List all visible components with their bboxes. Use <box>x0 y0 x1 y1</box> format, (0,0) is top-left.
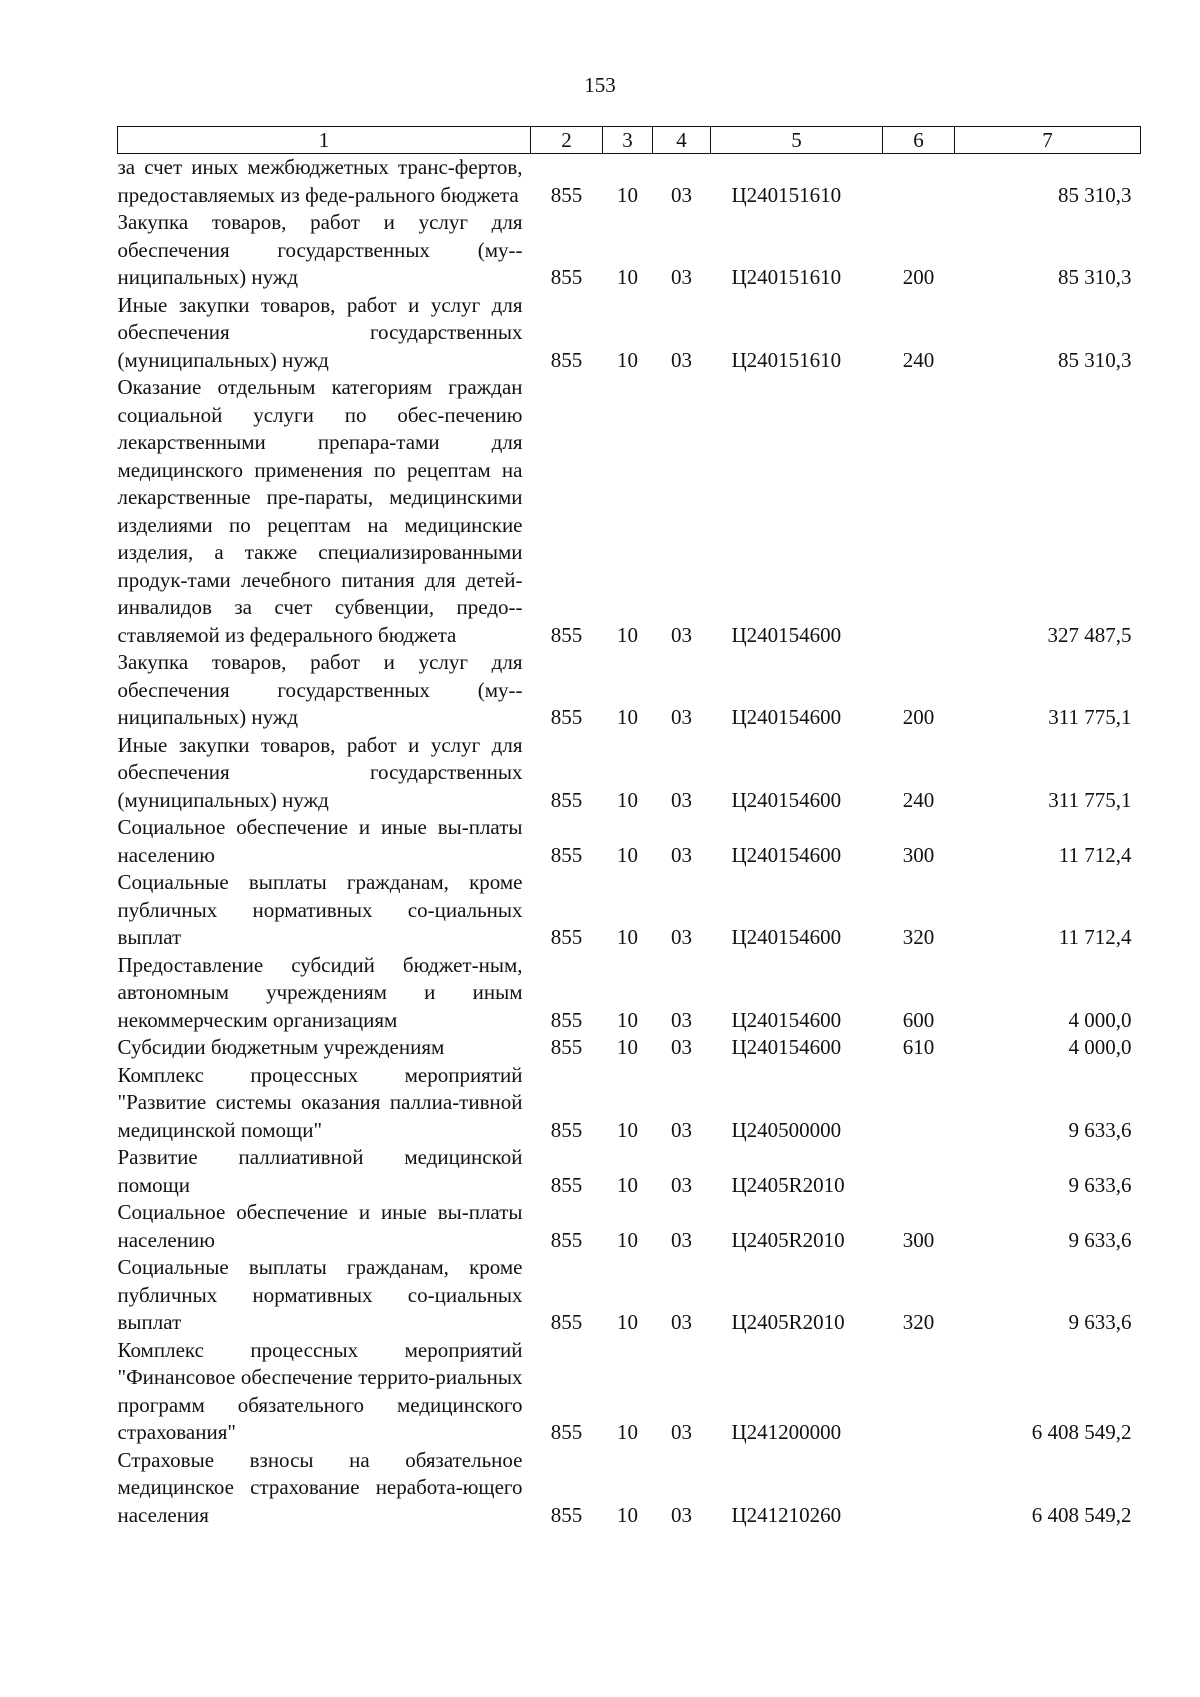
amount: 327 487,5 <box>1047 622 1132 647</box>
header-col-4: 4 <box>653 127 711 154</box>
expense-description: Развитие паллиативной медицинской помощи <box>117 1145 523 1197</box>
table-row <box>118 1062 1141 1145</box>
department-code: 855 <box>550 265 583 289</box>
subsection-code: 03 <box>671 1117 692 1142</box>
section-code: 10 <box>617 842 638 867</box>
table-row <box>118 1144 1141 1199</box>
table-row <box>118 154 1141 210</box>
table-row <box>118 1199 1141 1254</box>
subsection-code: 03 <box>671 705 692 729</box>
table-header <box>118 127 1141 154</box>
target-article-code: Ц240151610 <box>731 347 842 372</box>
amount: 9 633,6 <box>1068 1117 1132 1142</box>
expense-description: Иные закупки товаров, работ и услуг для обеспечения государственных (муниципальных) нужд <box>117 732 523 812</box>
expense-type-code: 200 <box>902 705 935 729</box>
expense-type-code <box>883 1447 955 1530</box>
amount: 85 310,3 <box>1058 182 1132 207</box>
expense-type-code: 600 <box>902 1007 935 1032</box>
table-row <box>118 1034 1141 1062</box>
department-code: 855 <box>550 1172 583 1197</box>
section-code: 10 <box>617 787 638 812</box>
expense-description: Закупка товаров, работ и услуг для обеспечения государственных (му-ниципальных) нужд <box>117 650 523 729</box>
expense-type-code: 240 <box>902 347 935 372</box>
expense-description: Оказание отдельным категориям граждан социальной услуги по обес-печению лекарственными препара-тами для медицинского применения по рецептам на лекарственные пре-параты, медицинскими изделиями по рецептам на медицинские изделия, а также специализированными продук-тами лечебного питания для детей-инвалидов за счет субвенции, предо-ставляемой из федерального бюджета <box>117 375 523 647</box>
expense-description: Предоставление субсидий бюджет-ным, автономным учреждениям и иным некоммерческим организациям <box>117 952 523 1032</box>
subsection-code: 03 <box>671 1007 692 1032</box>
budget-table <box>117 126 1141 1529</box>
target-article-code: Ц240151610 <box>731 182 842 207</box>
expense-description: за счет иных межбюджетных транс-фертов, предоставляемых из феде-рального бюджета <box>117 155 523 207</box>
expense-description: Социальные выплаты гражданам, кроме публичных нормативных со-циальных выплат <box>117 870 523 949</box>
section-code: 10 <box>617 1035 638 1059</box>
amount: 9 633,6 <box>1068 1310 1132 1334</box>
expense-type-code: 300 <box>902 1227 935 1252</box>
department-code: 855 <box>550 1502 583 1527</box>
amount: 85 310,3 <box>1058 347 1132 372</box>
department-code: 855 <box>550 182 583 207</box>
section-code: 10 <box>617 1007 638 1032</box>
section-code: 10 <box>617 1172 638 1197</box>
expense-type-code <box>883 1144 955 1199</box>
expense-type-code: 610 <box>902 1035 935 1059</box>
amount: 9 633,6 <box>1068 1227 1132 1252</box>
target-article-code: Ц2405R2010 <box>731 1310 845 1334</box>
expense-description: Субсидии бюджетным учреждениям <box>117 1035 445 1059</box>
amount: 4 000,0 <box>1068 1035 1132 1059</box>
department-code: 855 <box>550 1420 583 1444</box>
amount: 9 633,6 <box>1068 1172 1132 1197</box>
subsection-code: 03 <box>671 182 692 207</box>
expense-type-code <box>883 154 955 210</box>
amount: 311 775,1 <box>1048 787 1132 812</box>
header-col-2: 2 <box>531 127 603 154</box>
subsection-code: 03 <box>671 1420 692 1444</box>
header-col-1: 1 <box>118 127 531 154</box>
header-row <box>118 127 1141 154</box>
amount: 11 712,4 <box>1058 925 1132 949</box>
department-code: 855 <box>550 347 583 372</box>
header-col-7: 7 <box>955 127 1141 154</box>
section-code: 10 <box>617 347 638 372</box>
table-row <box>118 814 1141 869</box>
subsection-code: 03 <box>671 1172 692 1197</box>
amount: 311 775,1 <box>1048 705 1132 729</box>
expense-description: Социальное обеспечение и иные вы-платы населению <box>117 815 523 867</box>
target-article-code: Ц240154600 <box>731 622 842 647</box>
table-row <box>118 374 1141 649</box>
table-row <box>118 1254 1141 1337</box>
table-row <box>118 952 1141 1035</box>
table-body <box>118 154 1141 1530</box>
department-code: 855 <box>550 1117 583 1142</box>
section-code: 10 <box>617 1117 638 1142</box>
expense-description: Страховые взносы на обязательное медицинское страхование неработа-ющего населения <box>117 1447 523 1527</box>
department-code: 855 <box>550 1007 583 1032</box>
subsection-code: 03 <box>671 347 692 372</box>
expense-type-code: 300 <box>902 842 935 867</box>
target-article-code: Ц240154600 <box>731 1035 842 1059</box>
department-code: 855 <box>550 622 583 647</box>
subsection-code: 03 <box>671 842 692 867</box>
subsection-code: 03 <box>671 1035 692 1059</box>
subsection-code: 03 <box>671 1310 692 1334</box>
target-article-code: Ц240154600 <box>731 925 842 949</box>
expense-description: Социальное обеспечение и иные вы-платы населению <box>117 1200 523 1252</box>
target-article-code: Ц241200000 <box>731 1420 842 1444</box>
target-article-code: Ц2405R2010 <box>731 1172 845 1197</box>
subsection-code: 03 <box>671 1502 692 1527</box>
department-code: 855 <box>550 787 583 812</box>
section-code: 10 <box>617 1227 638 1252</box>
expense-type-code: 320 <box>902 925 935 949</box>
amount: 85 310,3 <box>1058 265 1132 289</box>
section-code: 10 <box>617 182 638 207</box>
target-article-code: Ц240151610 <box>731 265 842 289</box>
section-code: 10 <box>617 622 638 647</box>
header-col-5: 5 <box>711 127 883 154</box>
department-code: 855 <box>550 705 583 729</box>
table-row <box>118 1337 1141 1447</box>
expense-type-code <box>883 374 955 649</box>
expense-description: Иные закупки товаров, работ и услуг для обеспечения государственных (муниципальных) нужд <box>117 292 523 372</box>
table-row <box>118 209 1141 292</box>
expense-type-code: 200 <box>902 265 935 289</box>
section-code: 10 <box>617 1310 638 1334</box>
department-code: 855 <box>550 925 583 949</box>
table-row <box>118 732 1141 815</box>
target-article-code: Ц240500000 <box>731 1117 842 1142</box>
department-code: 855 <box>550 1310 583 1334</box>
section-code: 10 <box>617 1502 638 1527</box>
department-code: 855 <box>550 1227 583 1252</box>
amount: 6 408 549,2 <box>1031 1420 1132 1444</box>
department-code: 855 <box>550 1035 583 1059</box>
department-code: 855 <box>550 842 583 867</box>
amount: 6 408 549,2 <box>1031 1502 1132 1527</box>
target-article-code: Ц241210260 <box>731 1502 842 1527</box>
target-article-code: Ц240154600 <box>731 842 842 867</box>
expense-type-code <box>883 1062 955 1145</box>
subsection-code: 03 <box>671 925 692 949</box>
subsection-code: 03 <box>671 1227 692 1252</box>
header-col-3: 3 <box>603 127 653 154</box>
amount: 11 712,4 <box>1058 842 1132 867</box>
page-number: 153 <box>584 73 616 97</box>
expense-type-code: 240 <box>902 787 935 812</box>
table-row <box>118 1447 1141 1530</box>
table-row <box>118 649 1141 732</box>
header-col-6: 6 <box>883 127 955 154</box>
expense-description: Закупка товаров, работ и услуг для обеспечения государственных (му-ниципальных) нужд <box>117 210 523 289</box>
section-code: 10 <box>617 1420 638 1444</box>
expense-type-code: 320 <box>902 1310 935 1334</box>
section-code: 10 <box>617 705 638 729</box>
expense-type-code <box>883 1337 955 1447</box>
table-row <box>118 869 1141 952</box>
target-article-code: Ц240154600 <box>731 705 842 729</box>
expense-description: Комплекс процессных мероприятий "Финансовое обеспечение террито-риальных программ обязательного медицинского страхования" <box>117 1337 523 1444</box>
expense-description: Социальные выплаты гражданам, кроме публичных нормативных со-циальных выплат <box>117 1255 523 1334</box>
subsection-code: 03 <box>671 787 692 812</box>
target-article-code: Ц2405R2010 <box>731 1227 845 1252</box>
expense-description: Комплекс процессных мероприятий "Развитие системы оказания паллиа-тивной медицинской помощи" <box>117 1062 523 1142</box>
target-article-code: Ц240154600 <box>731 787 842 812</box>
table-row <box>118 292 1141 375</box>
subsection-code: 03 <box>671 622 692 647</box>
section-code: 10 <box>617 265 638 289</box>
section-code: 10 <box>617 925 638 949</box>
subsection-code: 03 <box>671 265 692 289</box>
amount: 4 000,0 <box>1068 1007 1132 1032</box>
target-article-code: Ц240154600 <box>731 1007 842 1032</box>
